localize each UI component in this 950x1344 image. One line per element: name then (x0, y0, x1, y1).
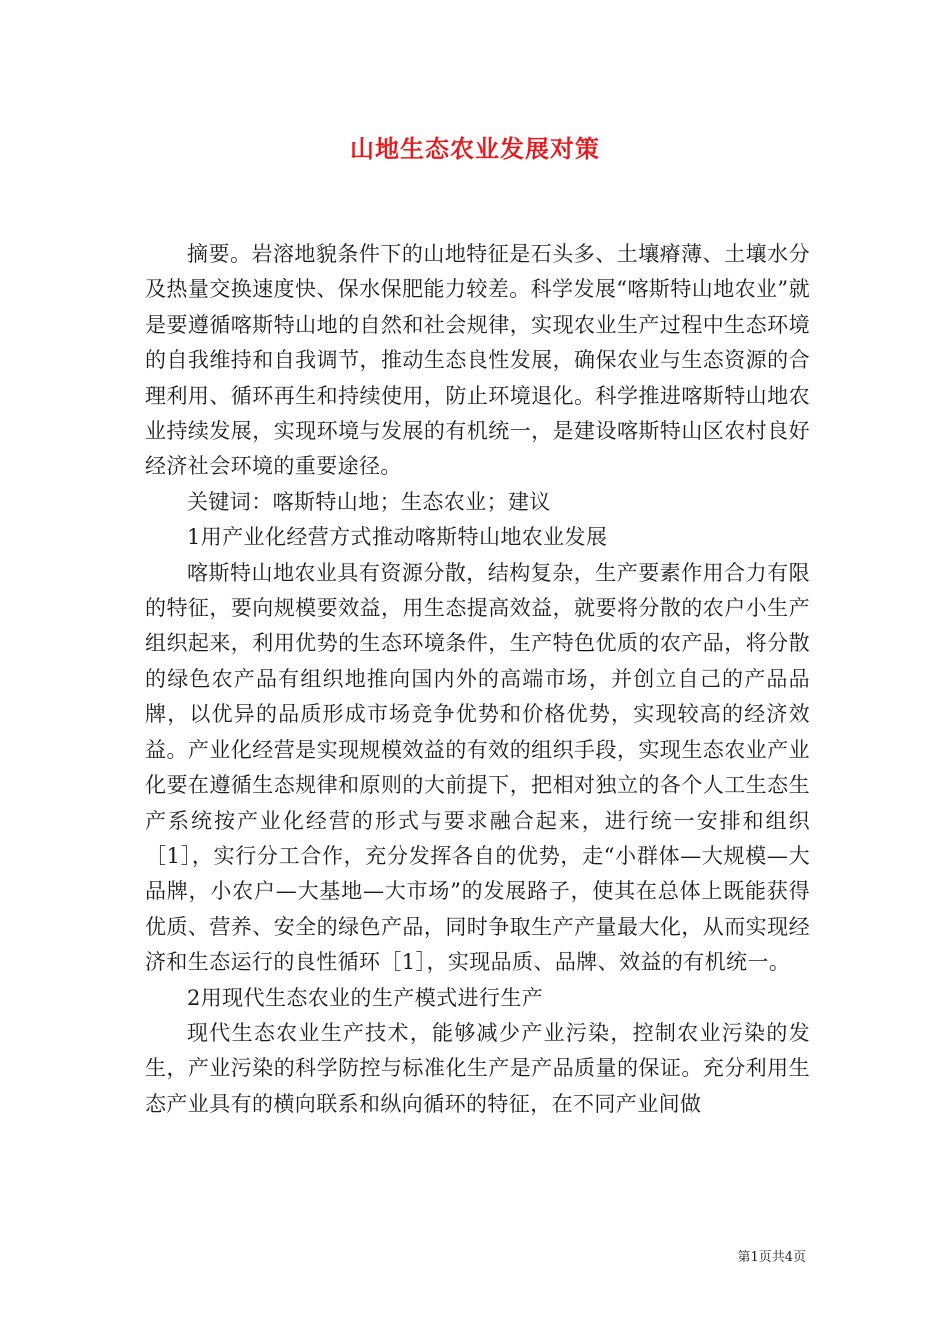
abstract-paragraph: 摘要。岩溶地貌条件下的山地特征是石头多、土壤瘠薄、土壤水分及热量交换速度快、保水保肥能力较差。科学发展“喀斯特山地农业”就是要遵循喀斯特山地的自然和社会规律，实现农业生产过程中生态环境的自我维持和自我调节，推动生态良性发展，确保农业与生态资源的合理利用、循环再生和持续使用，防止环境退化。科学推进喀斯特山地农业持续发展，实现环境与发展的有机统一，是建设喀斯特山区农村良好经济社会环境的重要途径。 (145, 242, 810, 479)
section-heading-2: 2用现代生态农业的生产模式进行生产 (187, 985, 544, 1010)
section-2-paragraph: 现代生态农业生产技术，能够减少产业污染，控制农业污染的发生，产业污染的科学防控与标准化生产是产品质量的保证。充分利用生态产业具有的横向联系和纵向循环的特征，在不同产业间做 (145, 1020, 810, 1116)
page-title: 山地生态农业发展对策 (350, 134, 600, 163)
section-heading-1: 1用产业化经营方式推动喀斯特山地农业发展 (187, 525, 608, 550)
section-1-paragraph: 喀斯特山地农业具有资源分散，结构复杂，生产要素作用合力有限的特征，要向规模要效益，用生态提高效益，就要将分散的农户小生产组织起来，利用优势的生态环境条件，生产特色优质的农产品，将分散的绿色农产品有组织地推向国内外的高端市场，并创立自己的产品品牌，以优异的品质形成市场竞争优势和价格优势，实现较高的经济效益。产业化经营是实现规模效益的有效的组织手段，实现生态农业产业化要在遵循生态规律和原则的大前提下，把相对独立的各个人工生态生产系统按产业化经营的形式与要求融合起来，进行统一安排和组织［1］，实行分工合作，充分发挥各自的优势，走“小群体—大规模—大品牌，小农户—大基地—大市场”的发展路子，使其在总体上既能获得优质、营养、安全的绿色产品，同时争取生产产量最大化，从而实现经济和生态运行的良性循环［1］，实现品质、品牌、效益的有机统一。 (145, 560, 810, 975)
page-number-footer: 第1页共4页 (737, 1250, 806, 1265)
document-body (145, 237, 810, 1122)
keywords-line: 关键词：喀斯特山地；生态农业；建议 (187, 489, 551, 514)
